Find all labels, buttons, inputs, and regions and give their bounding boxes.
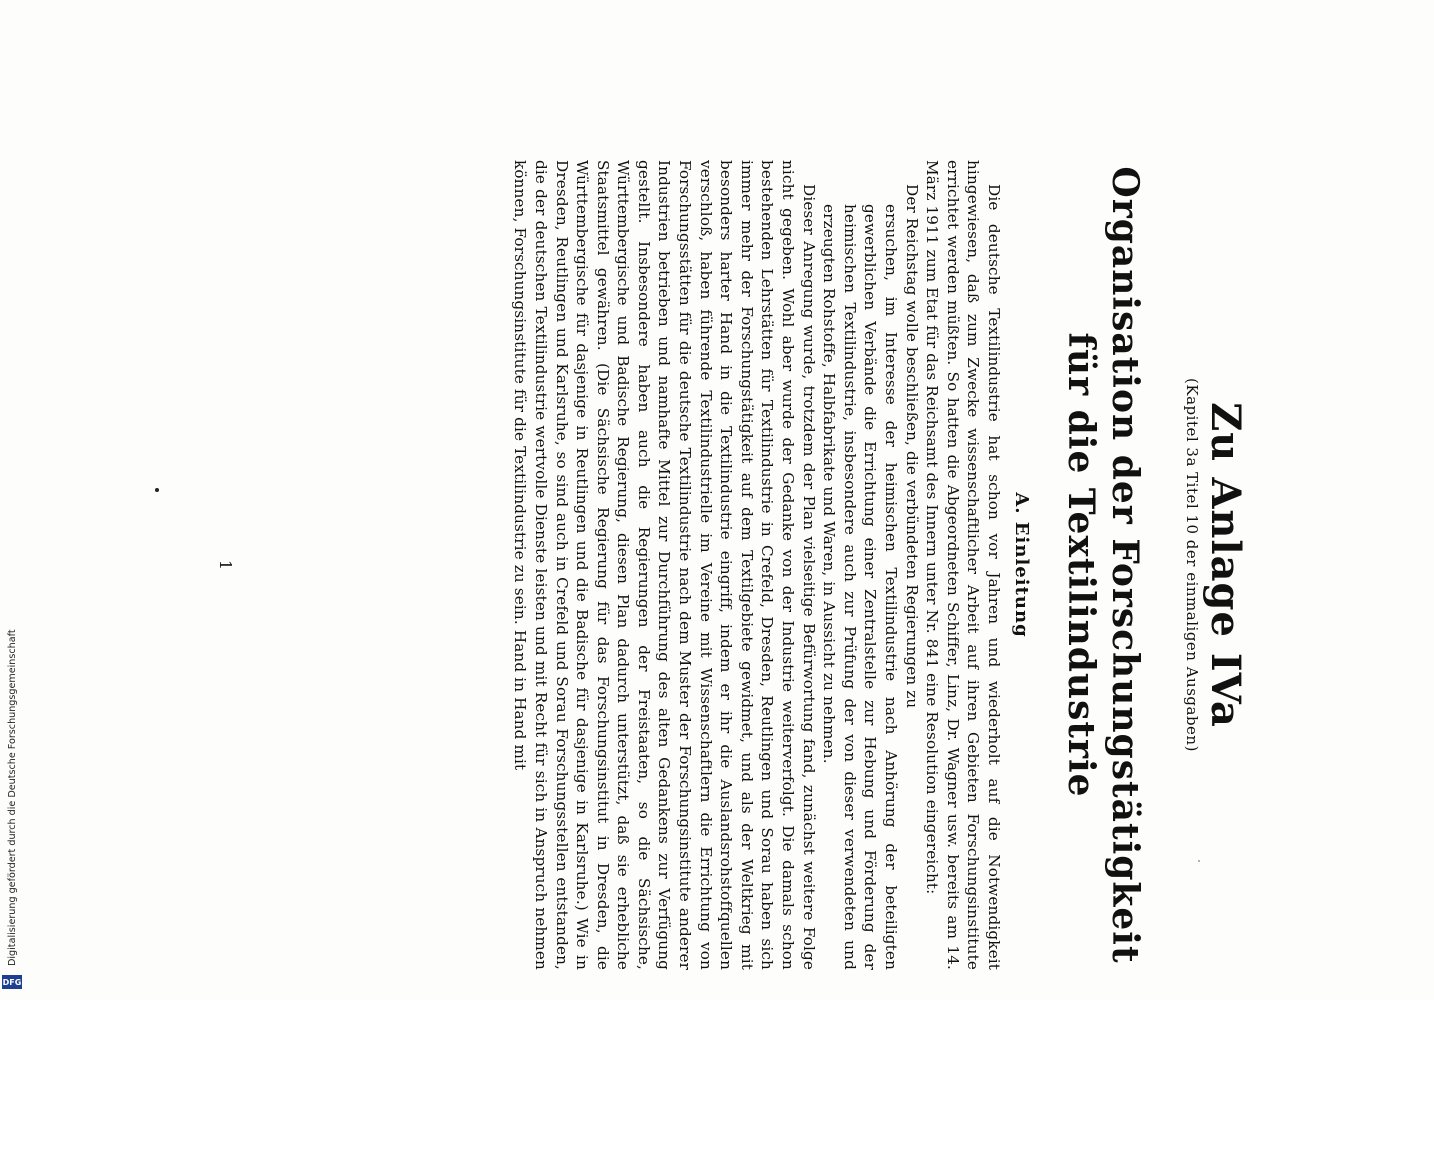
credit-text: Digitalisierung gefördert durch die Deutsche Forschungsgemeinschaft xyxy=(6,629,18,966)
resolution-quote: ersuchen, im Interesse der heimischen Textilindustrie nach Anhörung der beteiligten gewerblichen Verbände die Errichtung einer Zentralstelle zur Hebung und Förderung der heimischen Textilindustrie, insbesondere auch zur Prüfung der von dieser verwendeten und erzeugten Rohstoffe, Halbfabrikate und Waren, in Aussicht zu nehmen. xyxy=(820,204,901,970)
paragraph: Die deutsche Textilindustrie hat schon vor Jahren und wiederholt auf die Notwendigkeit hingewiesen, daß zum Zwecke wissenschaftlicher Arbeit auf ihren Gebieten Forschungsinstitute errichtet werden müßten. So hatten die Abgeordneten Schiffer, Linz, Dr. Wagner usw. bereits am 14. März 1911 zum Etat für das Reichsamt des Innern unter Nr. 841 eine Resolution eingereicht: xyxy=(923,160,1003,970)
section-heading: A. Einleitung xyxy=(1011,492,1032,638)
document-header xyxy=(1183,160,1247,970)
rotated-document-page xyxy=(207,160,1247,1160)
page-number: 1 xyxy=(216,559,235,571)
scan-speck xyxy=(155,488,159,492)
scan-speck xyxy=(1198,860,1200,862)
body-text xyxy=(510,160,1004,970)
document-title: Organisation der Forschungstätigkeit für die Textilindustrie xyxy=(1060,166,1146,964)
digitization-credit xyxy=(2,0,22,992)
dfg-logo: DFG xyxy=(2,975,22,989)
quote-lead: Der Reichstag wolle beschließen, die verbündeten Regierungen zu xyxy=(902,184,921,709)
annex-title: Zu Anlage IVa xyxy=(1202,402,1249,728)
paragraph: Dieser Anregung wurde, trotzdem der Plan vielseitige Befürwortung fand, zunächst weitere Folge nicht gegeben. Wohl aber wurde der Gedanke von der Industrie weiterverfolgt. Die damals schon bestehenden Lehrstätten für Textilindustrie in Crefeld, Dresden, Reutlingen und Sorau haben sich immer mehr der Forschungstätigkeit auf dem Textilgebiete gewidmet, und als der Weltkrieg mit besonders harter Hand in die Textilindustrie eingriff, indem er ihr die Auslandsrohstoffquellen verschloß, haben führende Textilindustrielle im Vereine mit Wissenschaftlern die Errichtung von Forschungsstätten für die deutsche Textilindustrie nach dem Muster der Forschungsinstitute anderer Industrien betrieben und namhafte Mittel zur Durchführung des alten Gedankens zur Verfügung gestellt. Insbesondere haben auch die Regierungen der Freistaaten, so die Sächsische, Württembergische und Badische Regierung, diesen Plan dadurch unterstützt, daß sie erhebliche Staatsmittel gewähren. (Die Sächsische Regierung für das Forschungsinstitut in Dresden, die Württembergische für dasjenige in Reutlingen und die Badische für dasjenige in Karlsruhe.) Wie in Dresden, Reutlingen und Karlsruhe, so sind auch in Crefeld und Sorau Forschungsstellen entstanden, die der deutschen Textilindustrie wertvolle Dienste leisten und mit Recht für sich in Anspruch nehmen können, Forschungsinstitute für die Textilindustrie zu sein. Hand in Hand mit xyxy=(511,160,818,970)
annex-subtitle: (Kapitel 3a Titel 10 der einmaligen Ausgaben) xyxy=(1183,378,1201,752)
